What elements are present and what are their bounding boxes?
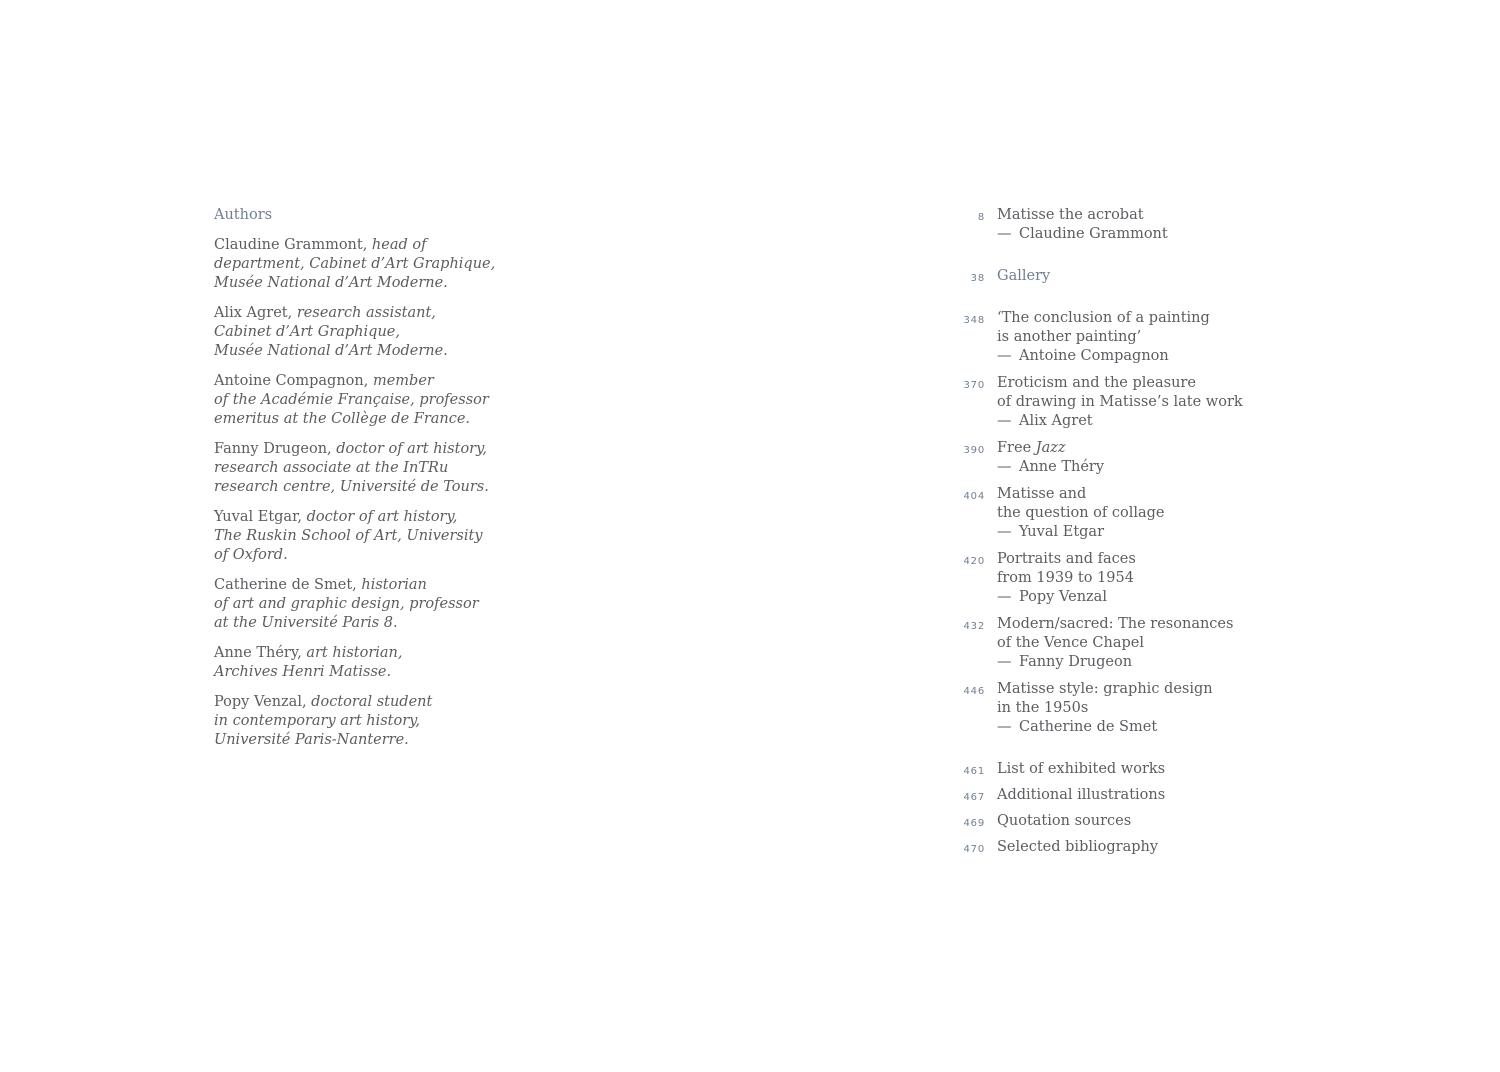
author-role: art historian, — [301, 645, 403, 661]
toc-entry — [960, 760, 1260, 779]
toc-page-number: 390 — [963, 445, 985, 456]
toc-title: Matisse style: graphic design — [997, 681, 1213, 697]
toc-page-number: 432 — [963, 621, 985, 632]
author-role: of art and graphic design, professor — [214, 596, 479, 612]
toc-author-line — [997, 347, 1260, 366]
author-entry — [214, 576, 514, 633]
toc-entry — [960, 267, 1260, 286]
author-role: research assistant, — [292, 305, 436, 321]
toc-author: Alix Agret — [1019, 413, 1093, 429]
toc-title: of the Vence Chapel — [997, 635, 1145, 651]
author-role: emeritus at the Collège de France. — [214, 411, 471, 427]
toc-author: Anne Théry — [1019, 459, 1105, 475]
toc-page-number: 370 — [963, 380, 985, 391]
author-role: Musée National d’Art Moderne. — [214, 275, 448, 291]
author-entry — [214, 508, 514, 565]
toc-page-number: 470 — [963, 844, 985, 855]
toc-author-line — [997, 588, 1260, 607]
toc-title: Selected bibliography — [997, 839, 1159, 855]
em-dash: — — [997, 524, 1012, 540]
toc-title: Quotation sources — [997, 813, 1132, 829]
toc-author-line — [997, 653, 1260, 672]
toc-author: Claudine Grammont — [1019, 226, 1168, 242]
table-of-contents — [960, 206, 1260, 857]
author-entry — [214, 372, 514, 429]
toc-page-number: 446 — [963, 686, 985, 697]
em-dash: — — [997, 348, 1012, 364]
toc-page-number: 38 — [970, 273, 985, 284]
toc-author-line — [997, 458, 1260, 477]
toc-entry — [960, 838, 1260, 857]
author-name: Yuval Etgar, — [214, 509, 303, 525]
author-role: Musée National d’Art Moderne. — [214, 343, 448, 359]
toc-title: Matisse and — [997, 486, 1087, 502]
toc-author: Fanny Drugeon — [1019, 654, 1133, 670]
toc-entry — [960, 374, 1260, 431]
toc-entry — [960, 439, 1260, 477]
toc-title: Gallery — [997, 268, 1051, 284]
authors-heading: Authors — [214, 207, 273, 223]
author-entry — [214, 304, 514, 361]
author-role: research associate at the InTRu — [214, 460, 449, 476]
author-role: doctoral student — [306, 694, 433, 710]
em-dash: — — [997, 226, 1012, 242]
author-entry — [214, 236, 514, 293]
toc-page-number: 348 — [963, 315, 985, 326]
toc-author-line — [997, 412, 1260, 431]
toc-title: List of exhibited works — [997, 761, 1166, 777]
toc-author: Yuval Etgar — [1019, 524, 1105, 540]
toc-title-italic: Jazz — [1035, 440, 1066, 456]
author-name: Catherine de Smet, — [214, 577, 357, 593]
author-role: The Ruskin School of Art, University — [214, 528, 483, 544]
author-role: Archives Henri Matisse. — [214, 664, 392, 680]
toc-title: from 1939 to 1954 — [997, 570, 1134, 586]
toc-title: of drawing in Matisse’s late work — [997, 394, 1243, 410]
author-role: head of — [367, 237, 427, 253]
em-dash: — — [997, 654, 1012, 670]
author-role: doctor of art history, — [331, 441, 487, 457]
em-dash: — — [997, 589, 1012, 605]
toc-title: Eroticism and the pleasure — [997, 375, 1196, 391]
author-name: Claudine Grammont, — [214, 237, 368, 253]
author-role: historian — [356, 577, 427, 593]
toc-author-line — [997, 225, 1260, 244]
author-name: Anne Théry, — [214, 645, 302, 661]
toc-title: is another painting’ — [997, 329, 1142, 345]
toc-author: Popy Venzal — [1019, 589, 1107, 605]
author-role: at the Université Paris 8. — [214, 615, 398, 631]
toc-title: ‘The conclusion of a painting — [997, 310, 1210, 326]
toc-title-prefix: Free — [997, 440, 1036, 456]
em-dash: — — [997, 719, 1012, 735]
author-role: research centre, Université de Tours. — [214, 479, 489, 495]
toc-page-number: 404 — [963, 491, 985, 502]
toc-title: in the 1950s — [997, 700, 1089, 716]
toc-page-number: 420 — [963, 556, 985, 567]
toc-entry — [960, 615, 1260, 672]
em-dash: — — [997, 459, 1012, 475]
toc-entry — [960, 812, 1260, 831]
toc-page-number: 469 — [963, 818, 985, 829]
author-role: department, Cabinet d’Art Graphique, — [214, 256, 496, 272]
author-entry — [214, 644, 514, 682]
author-role: member — [368, 373, 434, 389]
toc-page-number: 467 — [963, 792, 985, 803]
toc-author-line — [997, 718, 1260, 737]
toc-page-number: 461 — [963, 766, 985, 777]
toc-page-number: 8 — [977, 212, 985, 223]
em-dash: — — [997, 413, 1012, 429]
toc-title: Modern/sacred: The resonances — [997, 616, 1234, 632]
toc-entry — [960, 206, 1260, 244]
author-entry — [214, 440, 514, 497]
toc-author-line — [997, 523, 1260, 542]
toc-author: Catherine de Smet — [1019, 719, 1158, 735]
author-role: of the Académie Française, professor — [214, 392, 489, 408]
toc-entry — [960, 550, 1260, 607]
toc-title: Additional illustrations — [997, 787, 1166, 803]
toc-title: the question of collage — [997, 505, 1165, 521]
authors-section — [214, 206, 514, 761]
toc-title: Matisse the acrobat — [997, 207, 1144, 223]
author-role: of Oxford. — [214, 547, 288, 563]
author-role: in contemporary art history, — [214, 713, 421, 729]
author-name: Antoine Compagnon, — [214, 373, 369, 389]
author-role: Cabinet d’Art Graphique, — [214, 324, 400, 340]
toc-entry — [960, 485, 1260, 542]
toc-author: Antoine Compagnon — [1019, 348, 1169, 364]
toc-entry — [960, 309, 1260, 366]
author-entry — [214, 693, 514, 750]
toc-entry — [960, 680, 1260, 737]
author-role: doctor of art history, — [302, 509, 458, 525]
author-name: Popy Venzal, — [214, 694, 307, 710]
author-role: Université Paris-Nanterre. — [214, 732, 409, 748]
toc-entry — [960, 786, 1260, 805]
author-name: Fanny Drugeon, — [214, 441, 332, 457]
author-name: Alix Agret, — [214, 305, 293, 321]
toc-title — [997, 439, 1260, 458]
toc-title: Portraits and faces — [997, 551, 1136, 567]
